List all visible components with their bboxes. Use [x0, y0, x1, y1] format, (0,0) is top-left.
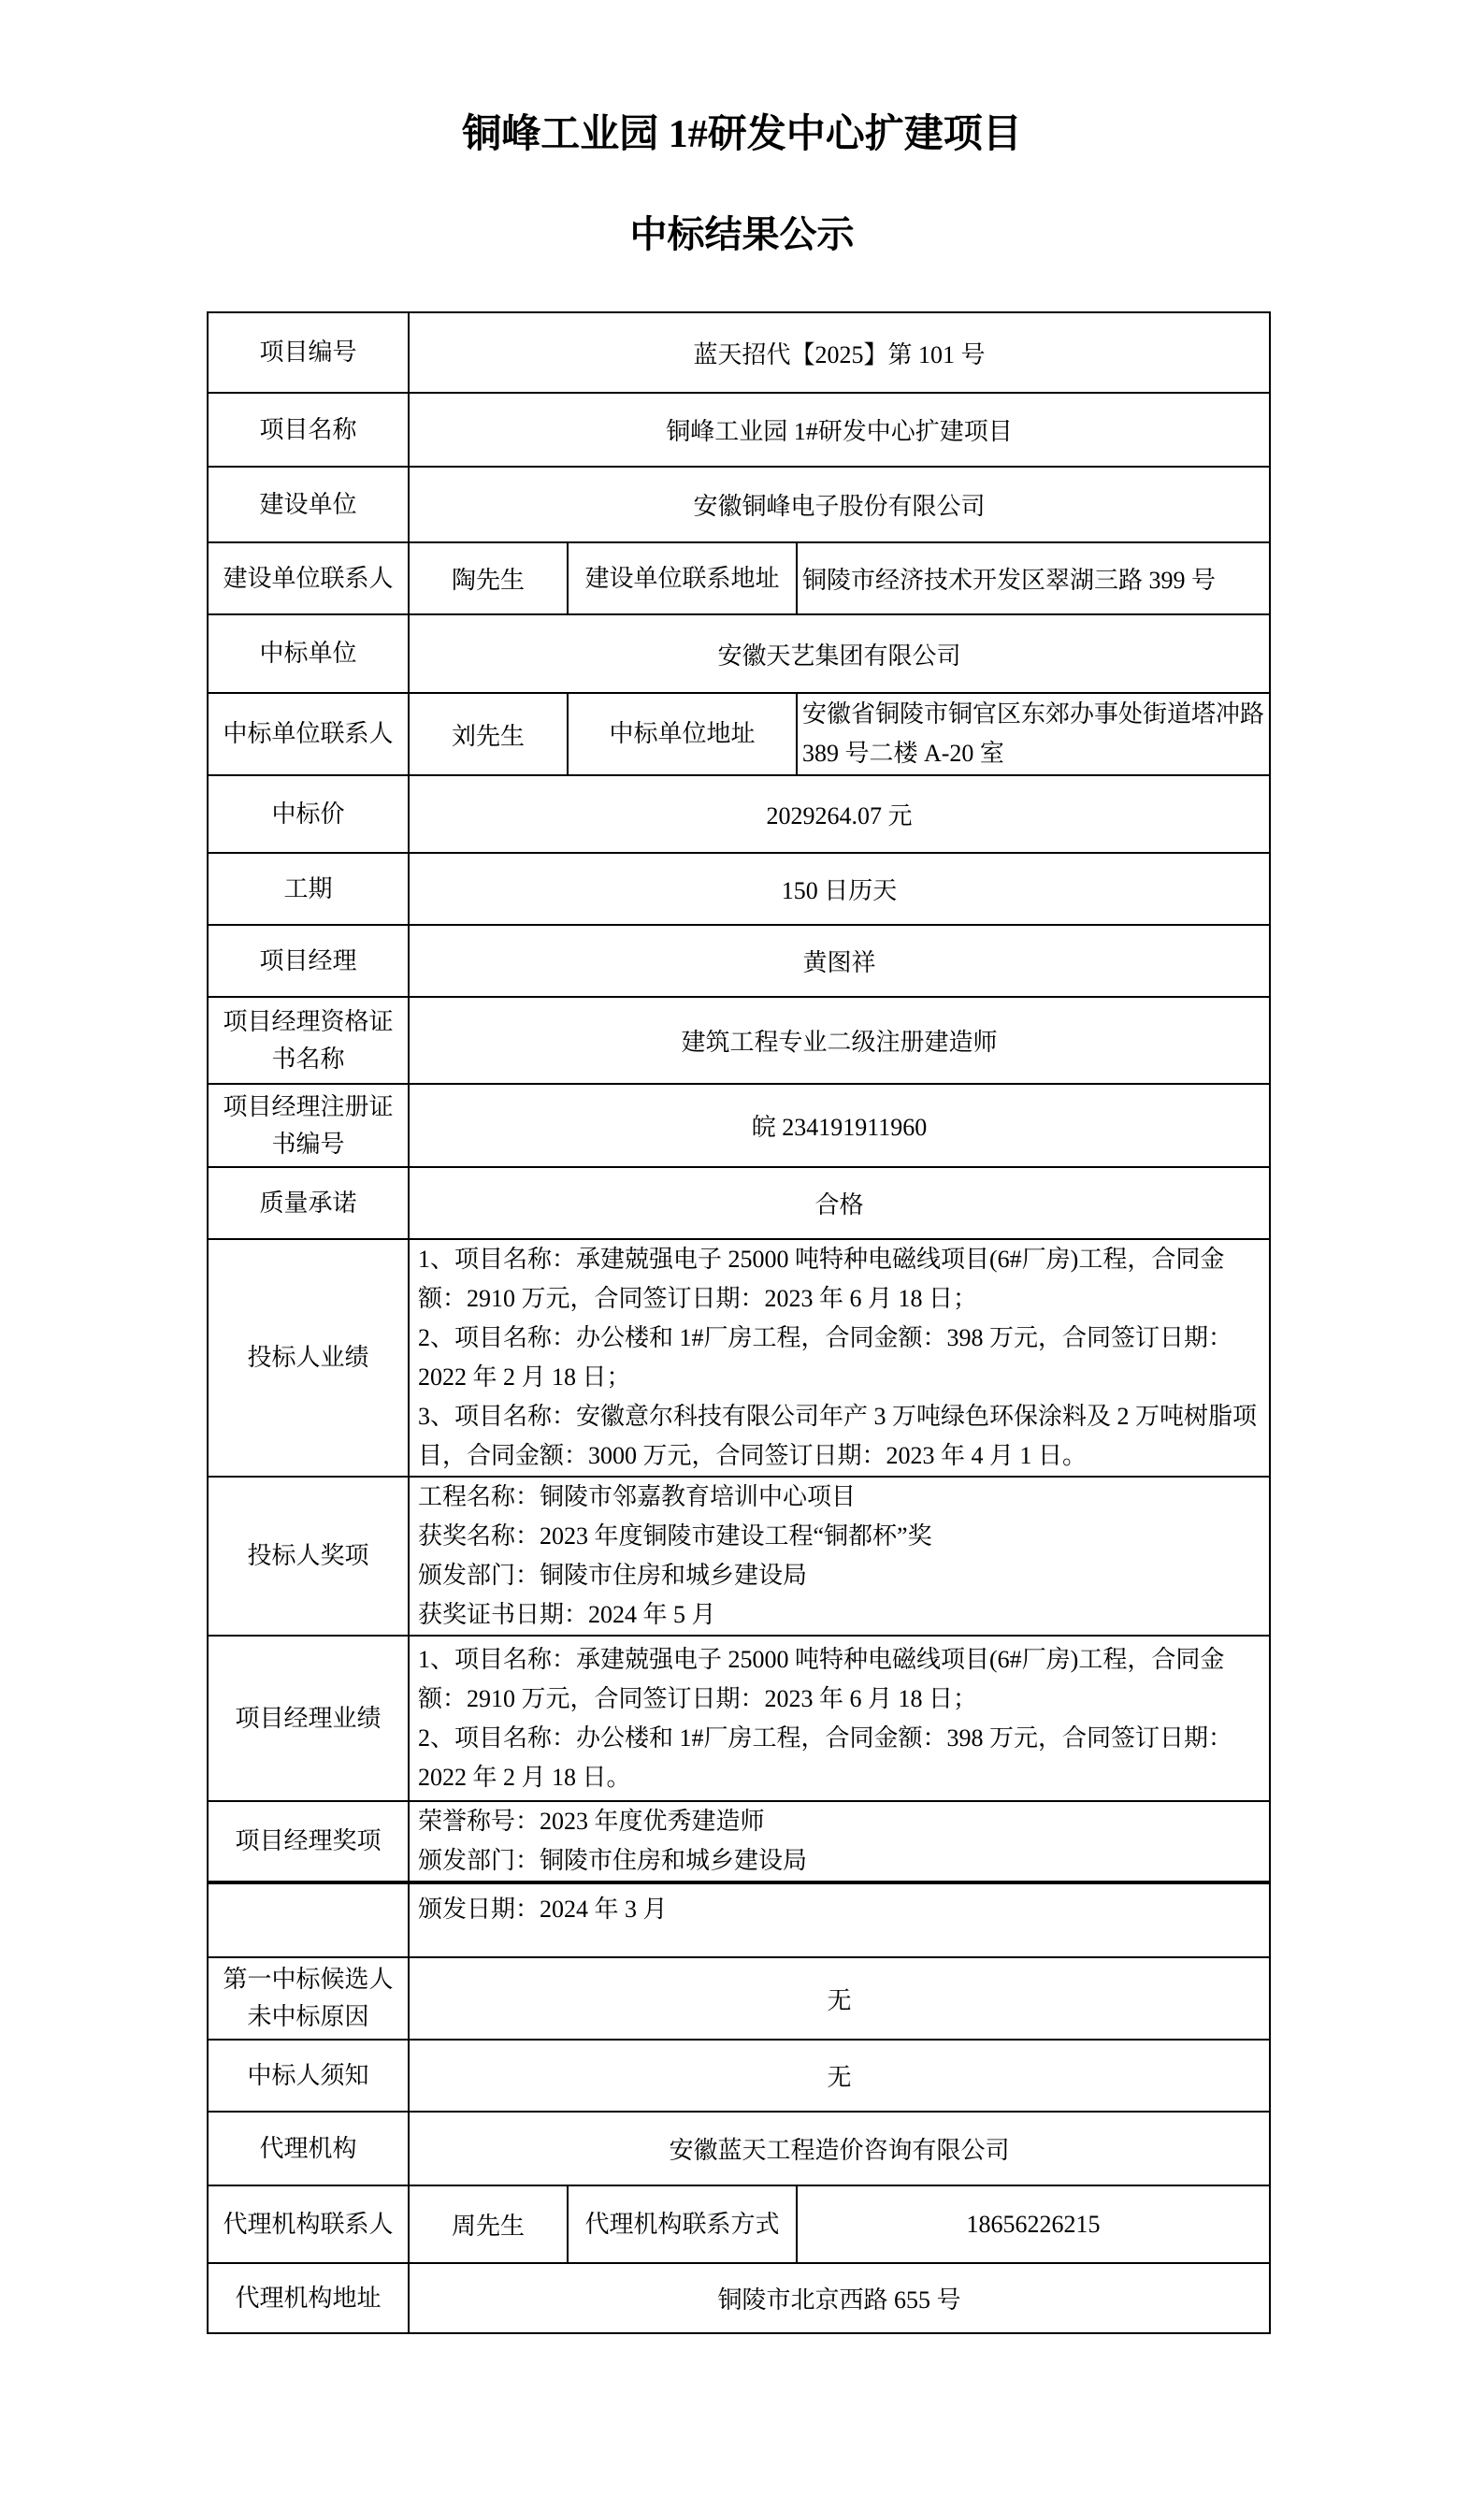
- table-row: [208, 2040, 1270, 2112]
- manager-awards-value: 荣誉称号：2023 年度优秀建造师 颁发部门：铜陵市住房和城乡建设局: [409, 1801, 1270, 1882]
- manager-cert-name-label: 项目经理资格证 书名称: [208, 997, 409, 1084]
- table-row: [208, 853, 1270, 925]
- owner-address-label: 建设单位联系地址: [568, 542, 797, 614]
- table-row: [208, 2185, 1270, 2263]
- duration-label: 工期: [208, 853, 409, 925]
- doc-title-line1: 铜峰工业园 1#研发中心扩建项目: [462, 113, 1022, 156]
- agency-address-value: 铜陵市北京西路 655 号: [409, 2263, 1270, 2333]
- winner-label: 中标单位: [208, 614, 409, 693]
- table-row: [208, 1167, 1270, 1239]
- winner-contact-label: 中标单位联系人: [208, 693, 409, 775]
- first-candidate-reason-label: 第一中标候选人 未中标原因: [208, 1957, 409, 2040]
- agency-contact-name: 周先生: [409, 2185, 568, 2263]
- table-row: [208, 997, 1270, 1084]
- bid-result-table: [207, 311, 1271, 1882]
- owner-label: 建设单位: [208, 467, 409, 542]
- manager-performance-label: 项目经理业绩: [208, 1636, 409, 1801]
- table-row: [208, 1801, 1270, 1882]
- agency-label: 代理机构: [208, 2112, 409, 2185]
- manager-cert-name-value: 建筑工程专业二级注册建造师: [409, 997, 1270, 1084]
- manager-label: 项目经理: [208, 925, 409, 997]
- winner-address-label: 中标单位地址: [568, 693, 797, 775]
- winner-value: 安徽天艺集团有限公司: [409, 614, 1270, 693]
- first-candidate-reason-value: 无: [409, 1957, 1270, 2040]
- table-row: [208, 542, 1270, 614]
- table-row: [208, 1636, 1270, 1801]
- table-row: [208, 1239, 1270, 1477]
- winner-address-value: 安徽省铜陵市铜官区东郊办事处街道塔冲路 389 号二楼 A-20 室: [797, 693, 1270, 775]
- agency-address-label: 代理机构地址: [208, 2263, 409, 2333]
- table-row: [208, 1883, 1270, 1957]
- agency-contact-label: 代理机构联系人: [208, 2185, 409, 2263]
- project-name-label: 项目名称: [208, 393, 409, 467]
- manager-awards-cont-value: 颁发日期：2024 年 3 月: [409, 1883, 1270, 1957]
- agency-phone-label: 代理机构联系方式: [568, 2185, 797, 2263]
- doc-title-line2: 中标结果公示: [629, 213, 855, 255]
- bidder-performance-value: 1、项目名称：承建兢强电子 25000 吨特种电磁线项目(6#厂房)工程，合同金额：2910 万元，合同签订日期：2023 年 6 月 18 日； 2、项目名称：办公楼和 1#厂房工程，合同金额：398 万元，合同签订日期：2022 年 2 月 18 日； 3、项目名称：安徽意尔科技有限公司年产 3 万吨绿色环保涂料及 2 万吨树脂项目，合同金额：3000 万元，合同签订日期：2023 年 4 月 1 日。: [409, 1239, 1270, 1477]
- project-number-value: 蓝天招代【2025】第 101 号: [409, 312, 1270, 393]
- table-row: [208, 925, 1270, 997]
- winner-notice-label: 中标人须知: [208, 2040, 409, 2112]
- owner-value: 安徽铜峰电子股份有限公司: [409, 467, 1270, 542]
- manager-value: 黄图祥: [409, 925, 1270, 997]
- owner-contact-label: 建设单位联系人: [208, 542, 409, 614]
- quality-label: 质量承诺: [208, 1167, 409, 1239]
- table-row: [208, 1957, 1270, 2040]
- table-row: [208, 614, 1270, 693]
- bidder-awards-value: 工程名称：铜陵市邻嘉教育培训中心项目 获奖名称：2023 年度铜陵市建设工程“铜都杯”奖 颁发部门：铜陵市住房和城乡建设局 获奖证书日期：2024 年 5 月: [409, 1477, 1270, 1636]
- quality-value: 合格: [409, 1167, 1270, 1239]
- project-name-value: 铜峰工业园 1#研发中心扩建项目: [409, 393, 1270, 467]
- bidder-awards-label: 投标人奖项: [208, 1477, 409, 1636]
- agency-phone-value: 18656226215: [797, 2185, 1270, 2263]
- bidder-performance-label: 投标人业绩: [208, 1239, 409, 1477]
- table-row: [208, 2112, 1270, 2185]
- manager-awards-cont-label: [208, 1883, 409, 1957]
- table-row: [208, 2263, 1270, 2333]
- duration-value: 150 日历天: [409, 853, 1270, 925]
- owner-address-value: 铜陵市经济技术开发区翠湖三路 399 号: [797, 542, 1270, 614]
- bid-price-value: 2029264.07 元: [409, 775, 1270, 853]
- manager-cert-no-label: 项目经理注册证 书编号: [208, 1084, 409, 1167]
- owner-contact-name: 陶先生: [409, 542, 568, 614]
- project-number-label: 项目编号: [208, 312, 409, 393]
- manager-cert-no-value: 皖 234191911960: [409, 1084, 1270, 1167]
- winner-notice-value: 无: [409, 2040, 1270, 2112]
- table-row: [208, 693, 1270, 775]
- table-row: [208, 775, 1270, 853]
- table-row: [208, 1084, 1270, 1167]
- table-row: [208, 312, 1270, 393]
- table-row: [208, 467, 1270, 542]
- manager-performance-value: 1、项目名称：承建兢强电子 25000 吨特种电磁线项目(6#厂房)工程，合同金额：2910 万元，合同签订日期：2023 年 6 月 18 日； 2、项目名称：办公楼和 1#厂房工程，合同金额：398 万元，合同签订日期：2022 年 2 月 18 日。: [409, 1636, 1270, 1801]
- bid-result-table-continued: [207, 1882, 1271, 2334]
- table-row: [208, 393, 1270, 467]
- agency-value: 安徽蓝天工程造价咨询有限公司: [409, 2112, 1270, 2185]
- winner-contact-name: 刘先生: [409, 693, 568, 775]
- manager-awards-label: 项目经理奖项: [208, 1801, 409, 1882]
- table-row: [208, 1477, 1270, 1636]
- bid-price-label: 中标价: [208, 775, 409, 853]
